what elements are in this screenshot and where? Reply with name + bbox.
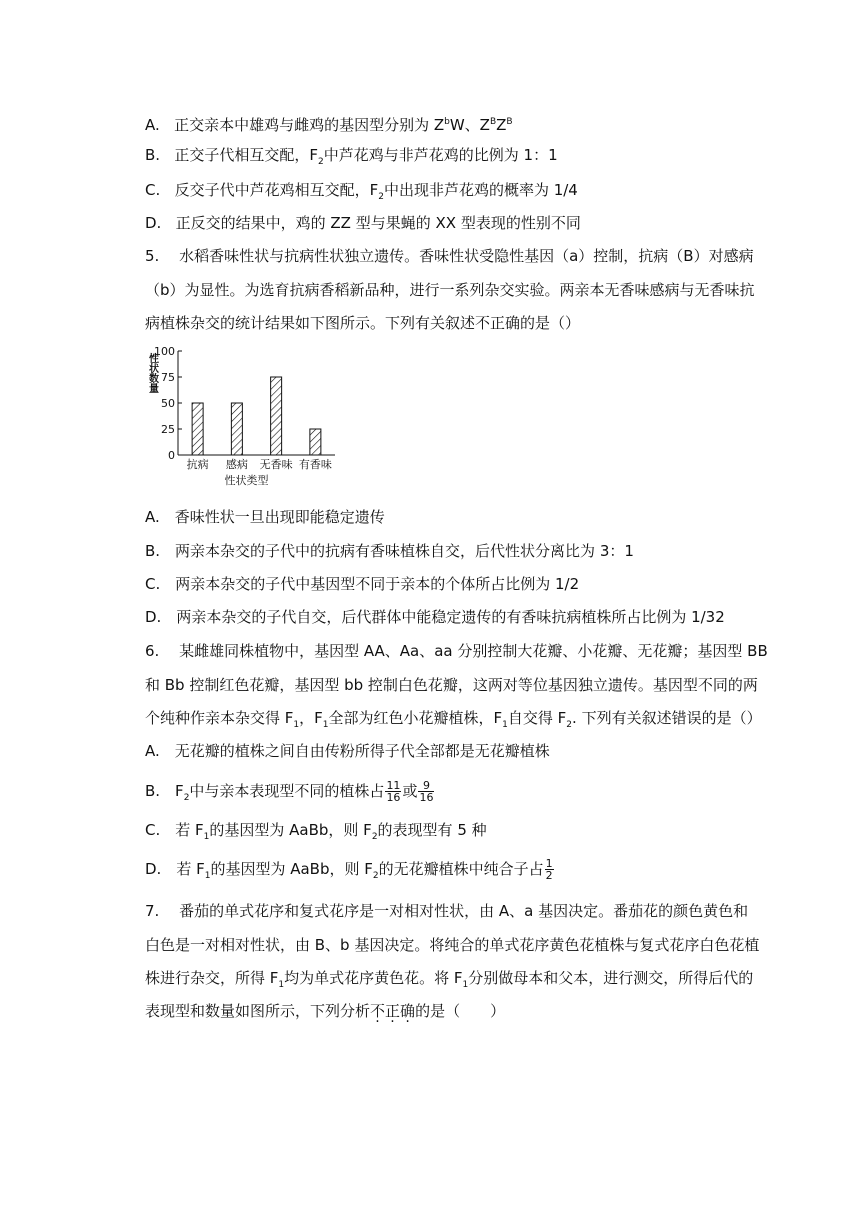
bar <box>271 377 282 455</box>
q7-stem-line-2: 白色是一对相对性状，由 B、b 基因决定。将纯合的单式花序黄色花植株与复式花序白色花植 <box>145 936 760 954</box>
q7-stem-line-3: 株进行杂交，所得 $F_1$均为单式花序黄色花。将 $F_1$分别做母本和父本，进行测交，所得后代的 <box>145 969 754 990</box>
bar-chart <box>140 343 340 488</box>
y-tick-label: 25 <box>161 423 175 436</box>
q6-stem-line-3: 个纯种作亲本杂交得 $F_1$，$F_1$全部为红色小花瓣植株，$F_1$自交得 $F_2$. 下列有关叙述错误的是（） <box>145 709 762 730</box>
q5-option-c: C. 两亲本杂交的子代中基因型不同于亲本的个体所占比例为 1/2 <box>145 575 580 593</box>
y-tick-label: 0 <box>168 449 175 462</box>
fraction-9-16: $\frac{9}{16}$ <box>419 779 434 804</box>
q4-option-a: A. 正交亲本中雄鸡与雌鸡的基因型分别为 $Z^bW$、$Z^BZ^B$ <box>145 116 513 134</box>
q5-stem-line-1: 5. 水稻香味性状与抗病性状独立遗传。香味性状受隐性基因（a）控制，抗病（B）对感病 <box>145 247 754 265</box>
y-tick-label: 100 <box>154 345 175 358</box>
q6-option-b: B. $F_2$中与亲本表现型不同的植株占 $\frac{11}{16}$ 或 $\frac{9}{16}$ <box>145 779 434 804</box>
q6-stem-line-1: 6. 某雌雄同株植物中，基因型 AA、Aa、aa 分别控制大花瓣、小花瓣、无花瓣；基因型 BB <box>145 642 768 660</box>
q5-stem-line-3: 病植株杂交的统计结果如下图所示。下列有关叙述不正确的是（） <box>145 314 581 332</box>
q4-option-b: B. 正交子代相互交配，$F_2$中芦花鸡与非芦花鸡的比例为 1：1 <box>145 146 558 167</box>
category-label: 无香味 <box>259 458 293 471</box>
q5-option-d: D. 两亲本杂交的子代自交，后代群体中能稳定遗传的有香味抗病植株所占比例为 1/32 <box>145 608 725 626</box>
q6-option-a: A. 无花瓣的植株之间自由传粉所得子代全部都是无花瓣植株 <box>145 742 550 760</box>
y-tick-label: 75 <box>161 371 175 384</box>
bar <box>192 403 203 455</box>
category-label: 有香味 <box>298 458 332 471</box>
q6-stem-line-2: 和 Bb 控制红色花瓣，基因型 bb 控制白色花瓣，这两对等位基因独立遗传。基因型不同的两 <box>145 676 758 694</box>
emphasis-char: 不 <box>370 1002 386 1020</box>
q7-stem-line-4: 表现型和数量如图所示，下列分析不正确的是（ ） <box>145 1002 506 1020</box>
emphasis-char: 确 <box>400 1002 416 1020</box>
fraction-11-16: $\frac{11}{16}$ <box>386 779 401 804</box>
q4-option-d: D. 正反交的结果中，鸡的 ZZ 型与果蝇的 XX 型表现的性别不同 <box>145 214 581 232</box>
bar <box>310 429 321 455</box>
category-label: 感病 <box>225 458 248 471</box>
q5-option-b: B. 两亲本杂交的子代中的抗病有香味植株自交，后代性状分离比为 3：1 <box>145 542 634 560</box>
q7-stem-line-1: 7. 番茄的单式花序和复式花序是一对相对性状，由 A、a 基因决定。番茄花的颜色黄色和 <box>145 902 749 920</box>
bar <box>231 403 242 455</box>
q6-option-d: D. 若 $F_1$的基因型为 AaBb，则 $F_2$的无花瓣植株中纯合子占 $\frac{1}{2}$ <box>145 857 553 882</box>
y-axis-label: 性状数量 <box>146 353 158 393</box>
x-axis-label: 性状类型 <box>224 474 269 487</box>
y-tick-label: 50 <box>161 397 175 410</box>
fraction-1-2: $\frac{1}{2}$ <box>545 857 553 882</box>
q6-option-c: C. 若 $F_1$的基因型为 AaBb，则 $F_2$的表现型有 5 种 <box>145 821 487 842</box>
q5-stem-line-2: （b）为显性。为选育抗病香稻新品种，进行一系列杂交实验。两亲本无香味感病与无香味抗 <box>145 281 755 299</box>
emphasis-char: 正 <box>385 1002 401 1020</box>
q5-option-a: A. 香味性状一旦出现即能稳定遗传 <box>145 508 385 526</box>
q4-option-c: C. 反交子代中芦花鸡相互交配，$F_2$中出现非芦花鸡的概率为 1/4 <box>145 181 578 202</box>
category-label: 抗病 <box>186 458 209 471</box>
